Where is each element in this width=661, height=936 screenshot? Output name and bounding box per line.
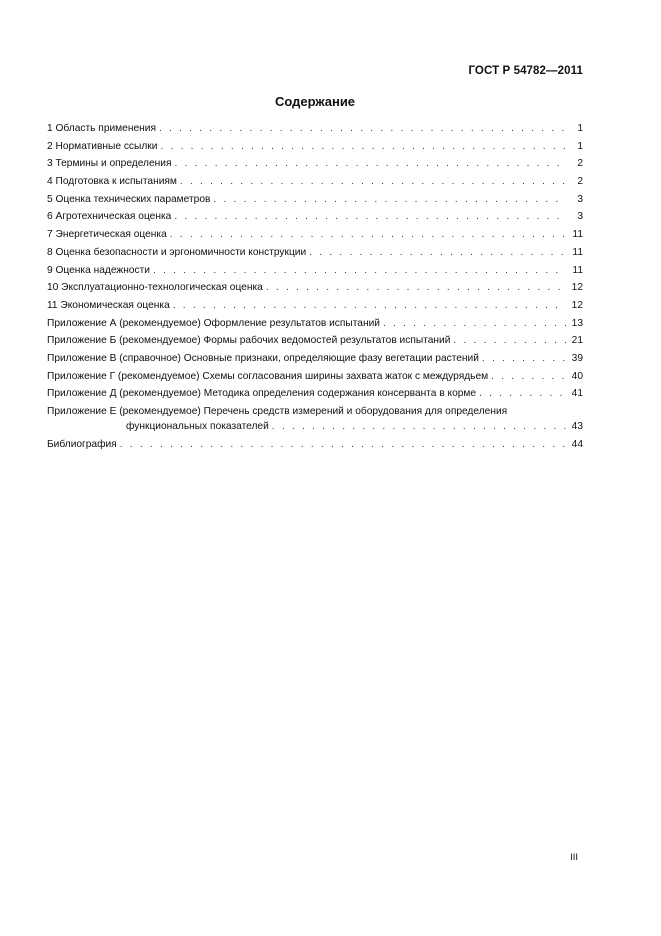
toc-entry-title: Библиография [47, 438, 117, 450]
toc-entry-page: 1 [577, 123, 583, 134]
toc-entry[interactable] [47, 141, 583, 159]
toc-entry[interactable] [47, 335, 583, 353]
dot-leader [309, 247, 566, 259]
toc-entry-title: 10 Эксплуатационно-технологическая оценка [47, 282, 263, 294]
toc-entry-page: 12 [571, 282, 583, 294]
toc-entry-title: Приложение А (рекомендуемое) Оформление результатов испытаний [47, 317, 380, 329]
toc-entry[interactable] [47, 123, 583, 141]
toc-entry-title: 8 Оценка безопасности и эргономичности конструкции [47, 246, 307, 258]
dot-leader [173, 300, 566, 312]
dot-leader [159, 123, 566, 135]
dot-leader [479, 388, 566, 400]
dot-leader [482, 353, 566, 365]
dot-leader [170, 229, 566, 241]
dot-leader [266, 282, 566, 294]
toc-entry[interactable] [47, 211, 583, 229]
toc-entry-page: 40 [571, 370, 583, 382]
toc-entry[interactable] [47, 300, 583, 318]
dot-leader [272, 421, 566, 433]
toc-entry[interactable] [47, 158, 583, 176]
toc-title: Содержание [274, 94, 356, 109]
toc-entry-page: 43 [571, 421, 583, 432]
toc-entry-page: 39 [571, 352, 583, 364]
toc-entry-title: 7 Энергетическая оценка [47, 229, 167, 241]
toc-entry-page: 3 [577, 211, 583, 223]
toc-entry-page: 2 [577, 176, 583, 188]
toc-entry-page: 1 [577, 140, 583, 152]
toc-entry-page: 2 [577, 158, 583, 170]
toc-entry[interactable] [47, 229, 583, 247]
toc-entry-title: 9 Оценка надежности [47, 264, 150, 276]
dot-leader [383, 318, 566, 330]
toc-entry-title: Приложение В (справочное) Основные признаки, определяющие фазу вегетации растений [47, 352, 479, 364]
toc-entry-page: 41 [571, 388, 583, 400]
toc-entry-title: 2 Нормативные ссылки [47, 140, 158, 152]
toc-entry-title: 3 Термины и определения [47, 158, 172, 170]
dot-leader [174, 211, 566, 223]
toc-entry-title: 6 Агротехническая оценка [47, 211, 172, 223]
toc-entry[interactable] [47, 353, 583, 371]
toc-entry[interactable] [47, 194, 583, 212]
dot-leader [160, 141, 566, 153]
dot-leader [213, 194, 566, 206]
toc-entry[interactable] [47, 282, 583, 300]
toc-entry[interactable] [47, 388, 583, 406]
toc-entry-page: 11 [572, 246, 583, 258]
toc-entry[interactable] [47, 318, 583, 336]
toc-entry-page: 12 [571, 299, 583, 311]
toc-entry-title: Приложение Д (рекомендуемое) Методика определения содержания консерванта в корме [47, 388, 477, 400]
toc-entry-title: Приложение Е (рекомендуемое) Перечень средств измерений и оборудования для определения [47, 406, 508, 417]
document-code: ГОСТ Р 54782—2011 [468, 65, 583, 77]
table-of-contents [47, 123, 583, 456]
toc-entry[interactable] [47, 247, 583, 265]
toc-entry-title: 11 Экономическая оценка [47, 299, 170, 311]
toc-entry-title: Приложение Г (рекомендуемое) Схемы согласования ширины захвата жаток с междурядьем [47, 370, 489, 382]
toc-entry-page: 11 [572, 229, 583, 241]
toc-entry[interactable] [47, 406, 583, 433]
toc-entry-title: Приложение Б (рекомендуемое) Формы рабочих ведомостей результатов испытаний [47, 335, 451, 347]
toc-entry-title: 1 Область применения [47, 123, 156, 134]
toc-entry-page: 11 [572, 264, 583, 276]
dot-leader [174, 158, 566, 170]
dot-leader [491, 371, 566, 383]
dot-leader [453, 335, 566, 347]
toc-entry[interactable] [47, 371, 583, 389]
toc-entry-title: 4 Подготовка к испытаниям [47, 176, 177, 188]
toc-entry-page: 21 [571, 335, 583, 347]
toc-entry-title-continued: функциональных показателей [126, 421, 269, 432]
toc-entry-continuation [47, 421, 583, 433]
toc-entry-title: 5 Оценка технических параметров [47, 193, 211, 205]
toc-entry[interactable] [47, 176, 583, 194]
dot-leader [120, 439, 566, 451]
toc-entry-bibliography[interactable] [47, 439, 583, 457]
toc-entry-page: 44 [571, 438, 583, 450]
dot-leader [153, 265, 566, 277]
toc-entry-page: 13 [571, 317, 583, 329]
toc-entry[interactable] [47, 265, 583, 283]
toc-entry-page: 3 [577, 193, 583, 205]
dot-leader [180, 176, 566, 188]
page-number: III [570, 852, 578, 863]
